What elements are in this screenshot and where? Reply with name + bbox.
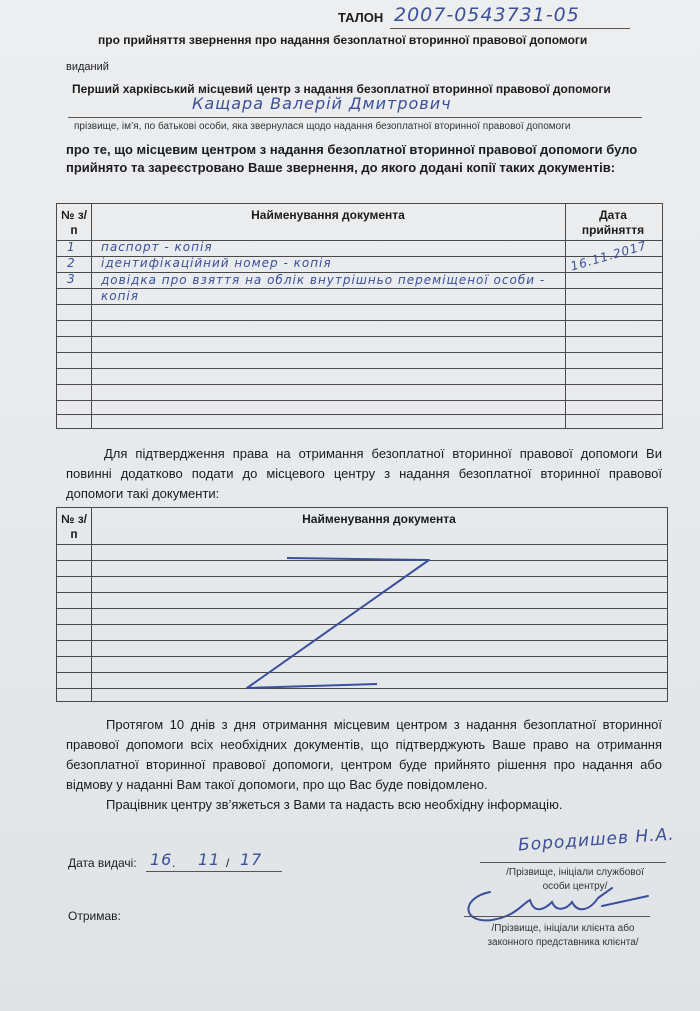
issue-date-day: 16 <box>150 850 173 869</box>
table1-header-name: Найменування документа <box>251 208 405 222</box>
table2-header-number: № з/п <box>61 512 88 541</box>
received-label: Отримав: <box>68 909 121 923</box>
document-subtitle: про прийняття звернення про надання безоплатної вторинної правової допомоги <box>98 33 588 47</box>
table1-header-number: № з/п <box>61 208 88 237</box>
issue-date-underline <box>146 871 282 872</box>
official-signature-line <box>480 862 666 863</box>
z-strike-mark <box>57 508 667 701</box>
client-name-handwritten: Кащара Валерій Дмитрович <box>192 94 452 113</box>
table1-date-value: 16.11.2017 <box>569 238 649 274</box>
talon-number-underline <box>390 28 630 29</box>
official-caption: /Прізвище, ініціали службової особи центру/ <box>506 867 644 892</box>
statement-text: про те, що місцевим центром з надання безоплатної вторинної правової допомоги було прийнято та зареєстровано Ваше звернення, до якого додані копії таких документів: <box>66 142 638 175</box>
center-name: Перший харківський місцевий центр з надання безоплатної вторинної правової допомоги <box>72 82 611 96</box>
table1-row-3-name: довідка про взяття на облік внутрішньо переміщеної особи - копія <box>101 273 546 303</box>
official-signature: Бородишев Н.А. <box>517 824 676 856</box>
client-name-caption: прізвище, ім’я, по батькові особи, яка звернулася щодо надання безоплатної вторинної правової допомоги <box>74 121 571 132</box>
client-signature-line <box>464 916 650 917</box>
table1-row-2-name: ідентифікаційний номер - копія <box>101 256 332 270</box>
submitted-documents-table <box>56 203 663 429</box>
notice-paragraph: Протягом 10 днів з дня отримання місцевим центром з надання безоплатної вторинної правової допомоги всіх необхідних документів, що підтверджують Ваше право на отримання безоплатної вторинної правової допомоги, центром буде прийнято рішення про надання або відмову у наданні Вам такої допомоги, про що Вас буде повідомлено. <box>66 717 662 792</box>
table1-row-2-number: 2 <box>67 256 76 270</box>
document-page: ТАЛОН 2007-0543731-05 про прийняття звернення про надання безоплатної вторинної правової допомоги виданий Перший харківський місцевий центр з надання безоплатної вторинної правової допомоги Кащара Валерій Дмитрович прізвище, ім’я, по батькові особи, яка звернулася щодо надання безоплатної вторинної правової допомоги про те, що місцевим центром з надання безоплатної вторинної правової допомоги було прийнято та зареєстровано Ваше звернення, до якого додані копії таких документів: № з/п Найменування документа Дата прийняття 1 паспорт - копія 2 ідентифікаційний номер - копія 3 довідка про взяття на облік внутрішньо переміщеної особи - копія 16.11.2017 Для підтвердження права на отримання безоплатної вторинної правової допомоги Ви повинні додатково подати до місцевого центру з надання безоплатної вторинної правової допомоги такі документи: № з/п Найменування документа Протягом 10 днів з дня отримання місцевим центром з надання безоплатної вторинної правової допомоги всіх необхідних документів, що підтверджують Ваше право на отримання безоплатної вторинної правової допомоги, центром буде прийнято рішення про надання або відмову у наданні Вам такої допомоги, про що Вас буде повідомлено. Працівник центру зв’яжеться з Вами та надасть всю необхідну інформацію. Дата видачі: 16 . 11 / 17 Бородишев Н.А. /Прізвище, ініціали службової особи центру/ Отримав: /Прізвище, ініціали клієнта або законного представника клієнта/ <box>0 0 700 1011</box>
table1-row-1-number: 1 <box>67 240 76 254</box>
table1-row-3-number: 3 <box>67 272 76 286</box>
required-documents-table <box>56 507 668 702</box>
issue-date-label: Дата видачі: <box>68 856 137 870</box>
issued-label: виданий <box>66 61 109 73</box>
table1-row-1-name: паспорт - копія <box>101 240 213 254</box>
issue-date-year: 17 <box>240 850 263 869</box>
issue-date-month: 11 <box>198 850 221 869</box>
table2-header-name: Найменування документа <box>302 512 456 526</box>
client-name-underline <box>68 117 642 118</box>
additional-documents-text: Для підтвердження права на отримання безоплатної вторинної правової допомоги Ви повинні додатково подати до місцевого центру з надання безоплатної вторинної правової допомоги такі документи: <box>66 446 662 501</box>
table1-header-date: Дата прийняття <box>581 208 645 237</box>
contact-paragraph: Працівник центру зв’яжеться з Вами та надасть всю необхідну інформацію. <box>106 797 563 812</box>
client-caption: /Прізвище, ініціали клієнта або законного представника клієнта/ <box>487 923 639 948</box>
talon-label: ТАЛОН <box>338 10 384 25</box>
talon-number: 2007-0543731-05 <box>394 4 580 26</box>
